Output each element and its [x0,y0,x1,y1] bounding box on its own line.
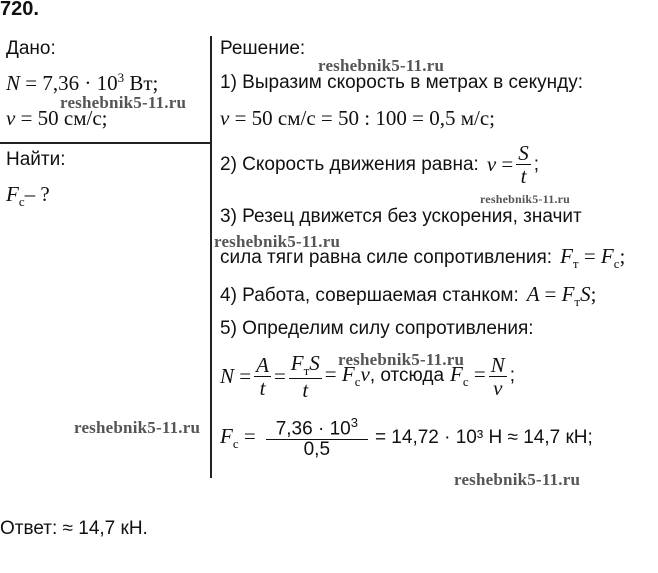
watermark: reshebnik5-11.ru [318,56,445,75]
result-symbol: $F_с$ = [220,424,256,452]
step4-text: 4) Работа, совершаемая станком: [220,285,519,307]
symbol-fc: $F_с$ = [450,362,486,390]
horizontal-divider [0,142,211,144]
given-power: $N = 7,36 \cdot 10^3$ Вт; [6,70,159,95]
vertical-divider [210,36,212,478]
watermark: reshebnik5-11.ru [480,192,570,206]
step2-formula: v = [486,152,514,177]
fraction-a-over-t: $\frac{A}{t}$ [256,352,269,400]
step3-text-b: сила тяги равна силе сопротивления: [220,247,553,269]
watermark: reshebnik5-11.ru [454,470,581,489]
step4-row [220,282,596,310]
step4-formula: $A = F_тS$; [526,282,597,310]
watermark: reshebnik5-11.ru [60,93,187,112]
step5-equation-row: N = $\frac{A}{t}$ = $\frac{F_тS}{t}$ = $F_сv$ , отсюда $F_с$ = $\frac{N}{v}$ ; [220,351,516,402]
find-force: $F_с-$ ? [6,182,50,210]
step2-text: 2) Скорость движения равна: [220,153,479,175]
result-value: = 14,72 · 10³ Н ≈ 14,7 кН; [374,427,593,449]
fraction-s-over-t: $\frac{S}{t}$ [518,141,529,189]
answer-text: Ответ: ≈ 14,7 кН. [0,518,148,539]
step2-row: 2) Скорость движения равна: v = $\frac{S}{t}$ ; [220,141,540,189]
step5-mid-text: , отсюда [369,365,445,387]
solution-title: Решение: [220,38,306,59]
step3-text-a: 3) Резец движется без ускорения, значит [220,206,582,227]
given-title: Дано: [6,38,56,59]
symbol-n: N = [220,363,252,388]
watermark: reshebnik5-11.ru [338,350,465,369]
fc-v-product: = $F_сv$ [324,362,370,390]
fraction-n-over-v: $\frac{N}{v}$ [490,352,505,400]
find-title: Найти: [6,149,66,170]
problem-number: 720. [0,0,39,20]
fraction-result: $\frac{7,36 \cdot 10^3}{0,5}$ [266,416,368,460]
given-speed: v = 50 см/с; [6,106,108,130]
step1-equation: v = 50 см/с = 50 : 100 = 0,5 м/с; [220,106,495,130]
step3-formula: $F_т = F_с$; [560,244,626,272]
step5-text: 5) Определим силу сопротивления: [220,318,534,339]
fraction-fts-over-t: $\frac{F_тS}{t}$ [290,351,320,402]
watermark: reshebnik5-11.ru [74,418,201,437]
result-row [220,416,593,460]
step1-text: 1) Выразим скорость в метрах в секунду: [220,72,584,93]
watermark: reshebnik5-11.ru [214,232,341,251]
